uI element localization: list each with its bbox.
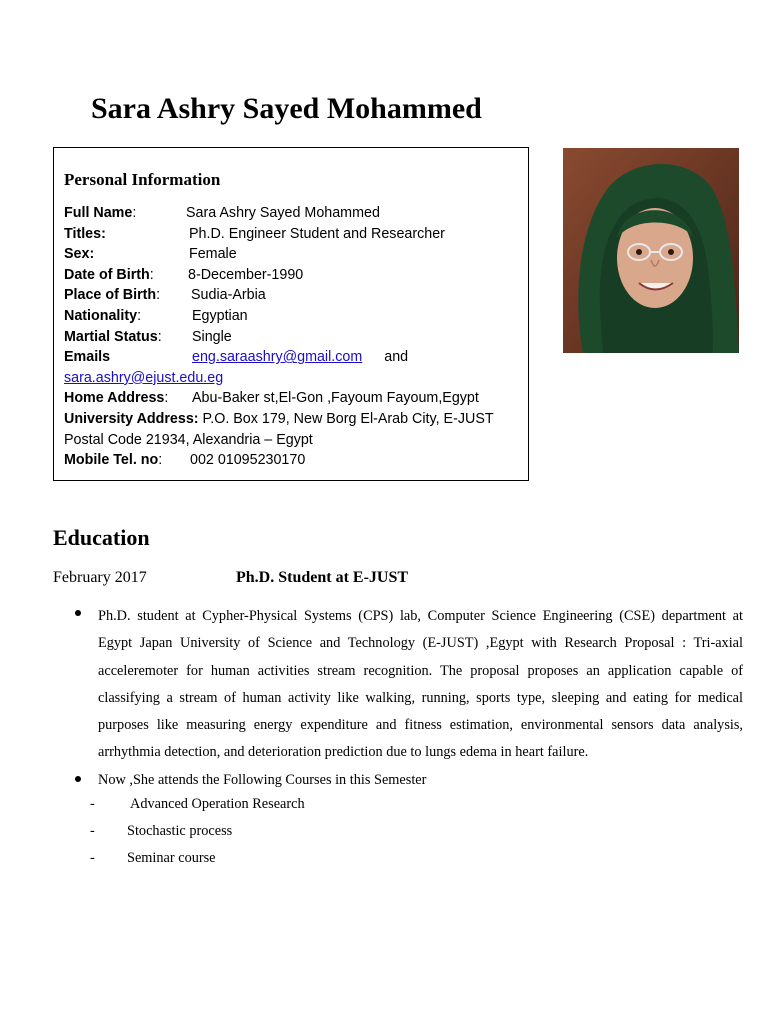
emails-label: Emails (64, 349, 111, 366)
course-item (75, 845, 743, 872)
marital-label: Martial Status (64, 328, 158, 345)
portrait-image (563, 148, 739, 353)
nationality-value: Egyptian (192, 307, 248, 324)
dash-icon: - (90, 795, 95, 812)
row-titles (64, 224, 494, 245)
personal-info-heading: Personal Information (64, 170, 221, 189)
pob-value: Sudia-Arbia (191, 287, 266, 304)
course-item (75, 818, 743, 845)
personal-info-box (53, 147, 529, 481)
row-dob: Date of Birth: 8-December-1990 (64, 265, 494, 286)
education-bullets (75, 603, 743, 872)
row-email-secondary (64, 368, 494, 389)
mobile-label: Mobile Tel. no (64, 452, 159, 469)
university-address-line2: Postal Code 21934, Alexandria – Egypt (64, 431, 313, 448)
course-name: Advanced Operation Research (130, 795, 305, 812)
education-heading: Education (53, 525, 150, 550)
row-nationality: Nationality: Egyptian (64, 306, 494, 327)
row-emails (64, 347, 494, 368)
emails-conjunction: and (384, 349, 409, 366)
bullet-icon (75, 610, 81, 616)
marital-value: Single (192, 328, 232, 345)
home-address-label: Home Address (64, 390, 165, 407)
sex-value: Female (189, 246, 237, 263)
profile-photo (563, 148, 739, 353)
row-mobile: Mobile Tel. no: 002 01095230170 (64, 450, 494, 471)
titles-value: Ph.D. Engineer Student and Researcher (189, 225, 445, 242)
row-marital-status: Martial Status: Single (64, 327, 494, 348)
course-item (75, 791, 743, 818)
dob-value: 8-December-1990 (188, 266, 304, 283)
university-address-value: P.O. Box 179, New Borg El-Arab City, E-JUST (202, 410, 494, 427)
course-name: Stochastic process (127, 822, 233, 839)
phd-description: Ph.D. student at Cypher-Physical Systems (CPS) lab, Computer Science Engineering (CSE) department at Egypt Japan University of Science and Technology (E-JUST) ,Egypt with Research Proposal : Tri-axial acceleremoter for human activities stream recognition. The proposal proposes an application capable of classifying a stream of human activity like walking, running, sports type, sleeping and eating for medical purposes like measuring energy expenditure and fitness estimation, environmental sensors data analysis, arrhythmia detection, and deterioration prediction due to lungs edema in heart failure. (98, 608, 743, 761)
home-address-value: Abu-Baker st,El-Gon ,Fayoum Fayoum,Egypt (192, 390, 479, 407)
sex-label: Sex: (64, 246, 95, 263)
pob-label: Place of Birth (64, 287, 157, 304)
education-date: February 2017 (53, 569, 147, 586)
full-name-label: Full Name (64, 205, 133, 221)
dash-icon: - (90, 849, 95, 866)
row-home-address: Home Address: Abu-Baker st,El-Gon ,Fayoum Fayoum,Egypt (64, 388, 494, 409)
mobile-value: 002 01095230170 (190, 452, 306, 469)
bullet-icon (75, 776, 81, 782)
nationality-label: Nationality (64, 307, 138, 324)
row-sex (64, 244, 494, 265)
titles-label: Titles: (64, 225, 106, 242)
course-name: Seminar course (127, 849, 216, 866)
row-postal-code (64, 430, 494, 451)
list-item (75, 769, 743, 791)
university-address-label: University Address: (64, 410, 199, 427)
courses-intro: Now ,She attends the Following Courses in this Semester (98, 771, 427, 788)
row-university-address (64, 409, 494, 430)
full-name-value: Sara Ashry Sayed Mohammed (186, 205, 380, 221)
page-title: Sara Ashry Sayed Mohammed (91, 92, 482, 125)
email-link-primary[interactable]: eng.saraashry@gmail.com (192, 349, 363, 366)
dob-label: Date of Birth (64, 266, 150, 283)
email-link-secondary[interactable]: sara.ashry@ejust.edu.eg (64, 369, 224, 386)
row-full-name: Full Name: Sara Ashry Sayed Mohammed (64, 203, 494, 224)
personal-info-rows (64, 203, 494, 471)
list-item (75, 603, 743, 767)
dash-icon: - (90, 822, 95, 839)
row-pob: Place of Birth: Sudia-Arbia (64, 285, 494, 306)
education-title: Ph.D. Student at E-JUST (236, 569, 409, 586)
